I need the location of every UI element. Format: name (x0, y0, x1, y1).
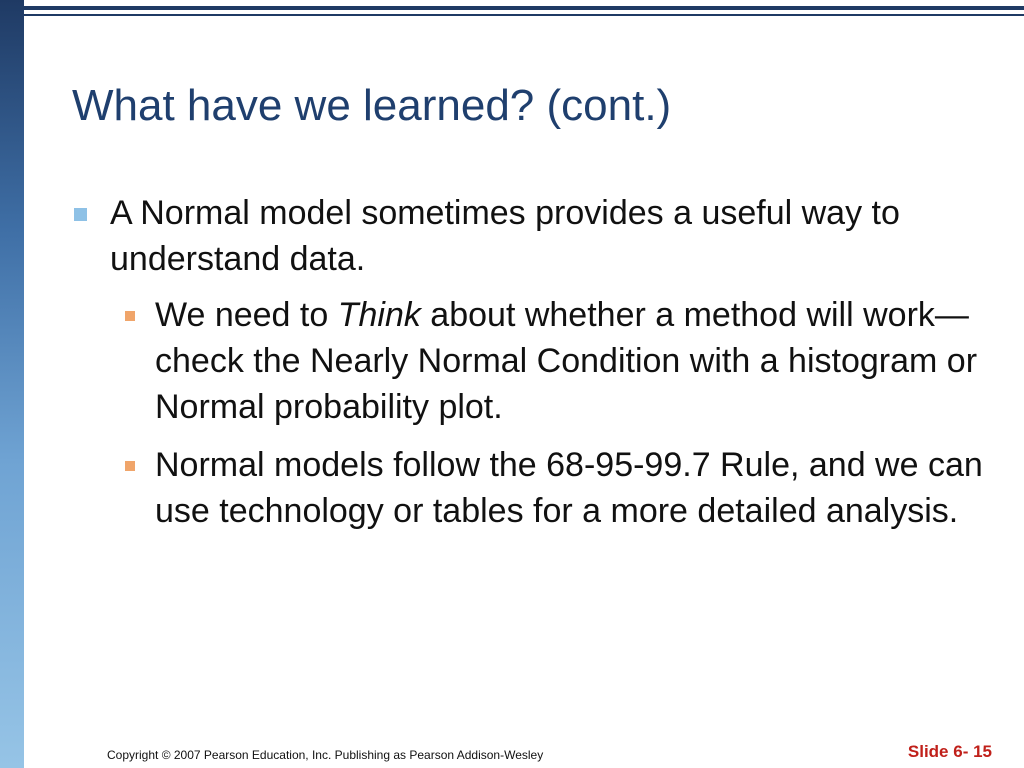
sub-bullet-text-before: We need to (155, 296, 338, 334)
slide-number: Slide 6- 15 (907, 742, 992, 761)
bullet-item (72, 190, 1002, 282)
square-bullet-icon (74, 208, 87, 221)
footer-copyright: Copyright © 2007 Pearson Education, Inc. Publishing as Pearson Addison-Wesley (107, 748, 544, 762)
bullet-list (72, 190, 1002, 546)
side-gradient-bar (0, 0, 24, 768)
square-bullet-icon (125, 311, 135, 321)
sub-bullet-text: Normal models follow the 68-95-99.7 Rule, and we can use technology or tables for a more detailed analysis. (155, 446, 983, 530)
top-rule-thick (24, 6, 1024, 10)
sub-bullet-emphasis: Think (337, 296, 421, 334)
square-bullet-icon (125, 461, 135, 471)
sub-bullet-item (120, 292, 1002, 430)
slide-title: What have we learned? (cont.) (72, 81, 672, 130)
top-rule-thin (24, 14, 1024, 16)
bullet-text: A Normal model sometimes provides a useful way to understand data. (110, 194, 900, 278)
sub-bullet-item (120, 442, 1002, 534)
sub-bullet-text-after: about whether a method will work—check the Nearly Normal Condition with a histogram or Normal probability plot. (155, 296, 978, 426)
sub-bullet-list (82, 292, 1002, 534)
